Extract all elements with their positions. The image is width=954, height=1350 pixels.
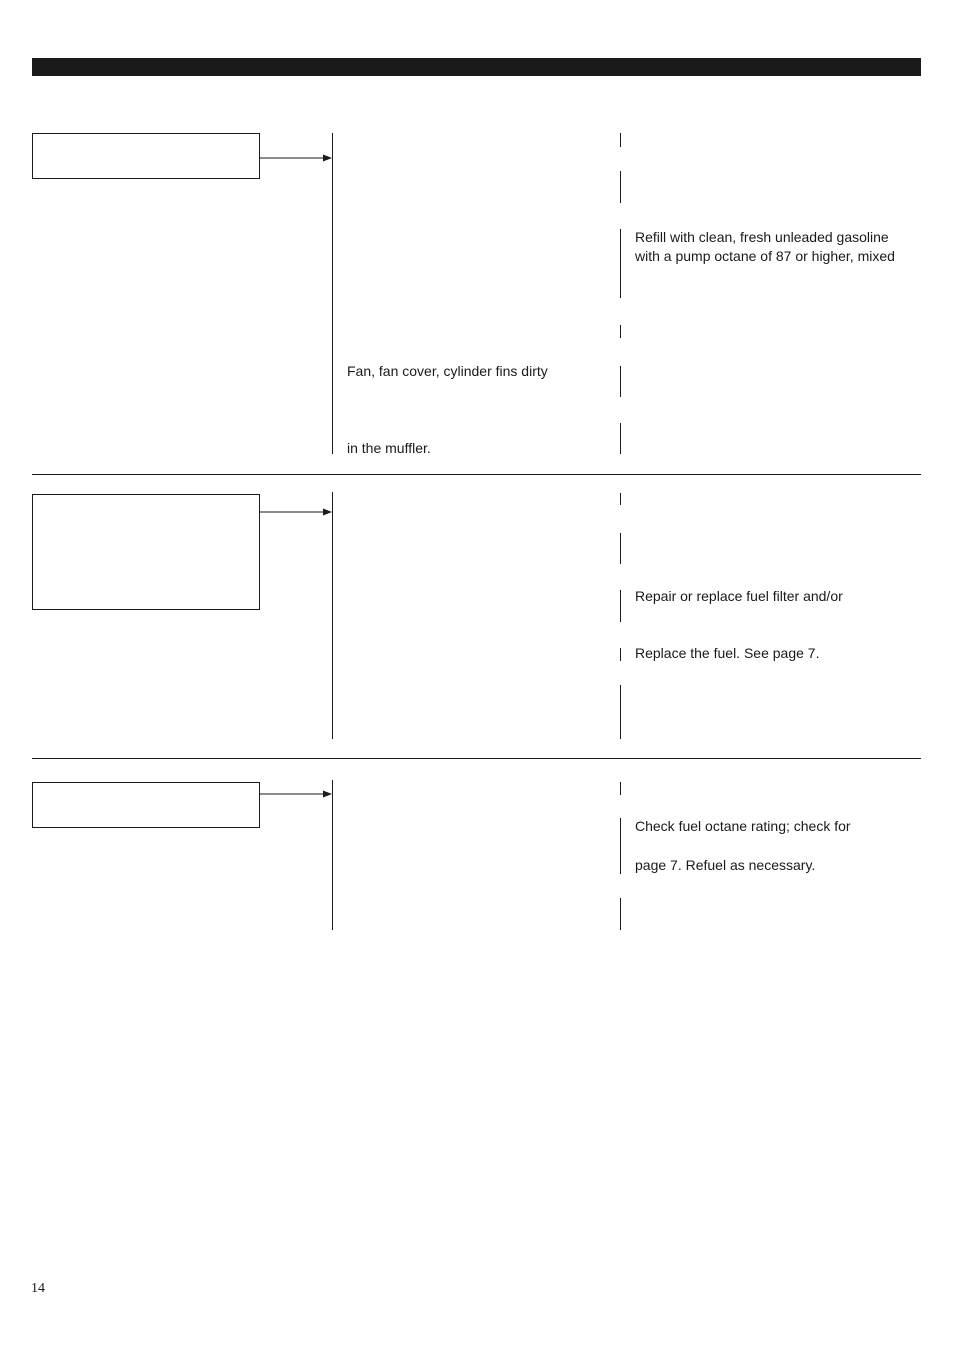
remedy-bar	[620, 685, 621, 739]
remedy-bar	[620, 366, 621, 397]
remedy-bar	[620, 533, 621, 564]
remedy-text	[635, 228, 895, 266]
remedy-bar	[620, 782, 621, 795]
remedy-line: Replace the fuel. See page 7.	[635, 645, 820, 661]
remedy-bar	[620, 133, 621, 147]
symptom-box-2	[32, 494, 260, 610]
section-divider	[32, 474, 921, 475]
remedy-bar	[620, 590, 621, 622]
remedy-bar	[620, 648, 621, 661]
page-number: 14	[31, 1281, 45, 1296]
remedy-line: with a pump octane of 87 or higher, mixed	[635, 248, 895, 264]
cause-column-divider-3	[332, 780, 333, 930]
section-divider	[32, 758, 921, 759]
cause-column-divider-2	[332, 492, 333, 739]
remedy-text	[635, 856, 815, 875]
arrow-2	[260, 507, 332, 517]
remedy-bar	[620, 171, 621, 203]
cause-text: in the muffler.	[347, 440, 431, 456]
symptom-box-1	[32, 133, 260, 179]
remedy-text	[635, 644, 819, 663]
remedy-bar	[620, 423, 621, 454]
remedy-bar	[620, 818, 621, 874]
remedy-bar	[620, 898, 621, 930]
remedy-bar	[620, 229, 621, 298]
remedy-text	[635, 817, 851, 836]
header-bar	[32, 58, 921, 76]
cause-column-divider-1	[332, 133, 333, 454]
arrow-1	[260, 153, 332, 163]
remedy-text	[635, 587, 843, 606]
remedy-bar	[620, 325, 621, 338]
cause-text: Fan, fan cover, cylinder fins dirty	[347, 363, 548, 379]
arrow-3	[260, 789, 332, 799]
remedy-line: Refill with clean, fresh unleaded gasoline	[635, 229, 889, 245]
remedy-line: Repair or replace fuel filter and/or	[635, 588, 843, 604]
symptom-box-3	[32, 782, 260, 828]
remedy-line: Check fuel octane rating; check for	[635, 818, 851, 834]
remedy-line: page 7. Refuel as necessary.	[635, 857, 816, 873]
remedy-bar	[620, 493, 621, 505]
